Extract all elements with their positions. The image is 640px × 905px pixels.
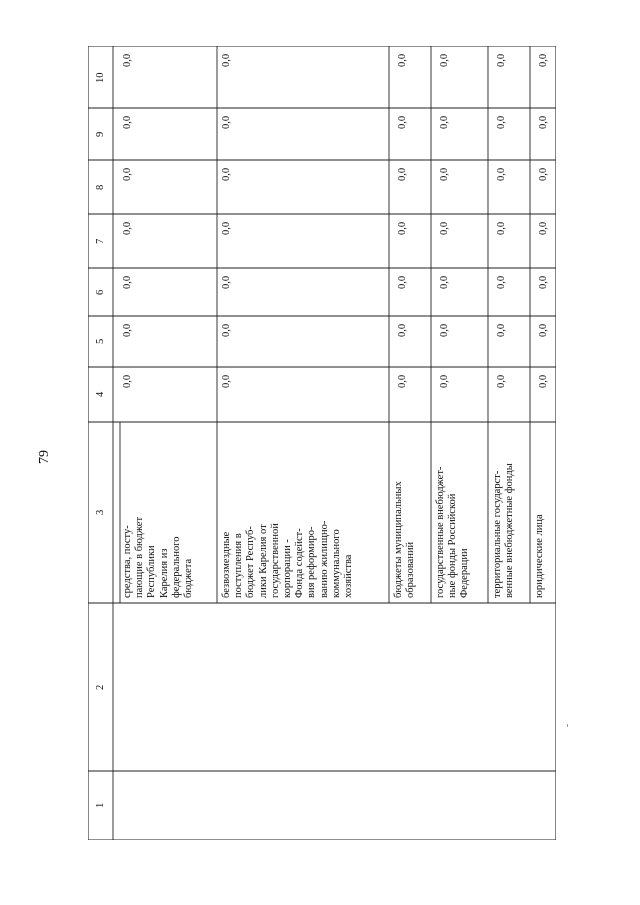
- value-cell: 0,0: [397, 221, 408, 235]
- column-header-5: 5: [95, 338, 106, 344]
- description-line: юридические лица: [534, 514, 545, 598]
- value-cell: 0,0: [538, 275, 549, 289]
- value-cell: 0,0: [496, 53, 507, 67]
- value-cell: 0,0: [439, 275, 450, 289]
- value-cell: 0,0: [538, 53, 549, 67]
- value-cell: 0,0: [221, 53, 232, 67]
- value-cell: 0,0: [221, 374, 232, 388]
- column-header-3: 3: [95, 509, 106, 515]
- value-cell: 0,0: [538, 167, 549, 181]
- column-header-1: 1: [95, 802, 106, 808]
- row-description: [534, 514, 546, 598]
- description-line: поступления в: [233, 533, 245, 598]
- value-cell: 0,0: [221, 221, 232, 235]
- value-cell: 0,0: [122, 323, 133, 337]
- description-line: бюджеты муниципальных: [393, 481, 404, 598]
- row-description: [122, 517, 195, 598]
- value-cell: 0,0: [496, 323, 507, 337]
- description-line: образований: [405, 541, 417, 598]
- column-header-10: 10: [95, 72, 106, 83]
- value-cell: 0,0: [538, 374, 549, 388]
- column-header-9: 9: [95, 131, 106, 137]
- column-header-2: 2: [95, 684, 106, 690]
- description-line: государственной: [269, 523, 281, 598]
- value-cell: 0,0: [122, 53, 133, 67]
- description-line: государственные внебюджет-: [435, 466, 446, 598]
- value-cell: 0,0: [496, 221, 507, 235]
- value-cell: 0,0: [221, 275, 232, 289]
- value-cell: 0,0: [122, 275, 133, 289]
- value-cell: 0,0: [496, 275, 507, 289]
- value-cell: 0,0: [538, 221, 549, 235]
- value-cell: 0,0: [496, 374, 507, 388]
- column-header-7: 7: [95, 238, 106, 244]
- scan-speck: [567, 724, 568, 727]
- description-line: безвозмездные: [221, 531, 232, 598]
- value-cell: 0,0: [439, 374, 450, 388]
- value-cell: 0,0: [397, 53, 408, 67]
- description-line: венные внебюджетные фонды: [504, 463, 516, 598]
- value-cell: 0,0: [221, 115, 232, 129]
- value-cell: 0,0: [397, 275, 408, 289]
- description-line: корпорации -: [282, 539, 294, 598]
- value-cell: 0,0: [538, 115, 549, 129]
- description-line: хозяйства: [343, 554, 355, 598]
- value-cell: 0,0: [122, 167, 133, 181]
- value-cell: 0,0: [496, 167, 507, 181]
- description-line: ванию жилищно-: [318, 520, 330, 598]
- description-line: пающие в бюджет: [134, 516, 146, 598]
- description-line: лики Карелия от: [257, 524, 269, 598]
- value-cell: 0,0: [538, 323, 549, 337]
- table-grid: [88, 46, 556, 840]
- value-cell: 0,0: [397, 115, 408, 129]
- value-cell: 0,0: [439, 115, 450, 129]
- value-cell: 0,0: [439, 167, 450, 181]
- value-cell: 0,0: [397, 323, 408, 337]
- value-cell: 0,0: [221, 323, 232, 337]
- value-cell: 0,0: [122, 221, 133, 235]
- value-cell: 0,0: [122, 115, 133, 129]
- column-header-4: 4: [95, 391, 106, 397]
- page-number: 79: [37, 450, 52, 464]
- value-cell: 0,0: [496, 115, 507, 129]
- value-cell: 0,0: [397, 167, 408, 181]
- description-line: бюджета: [183, 558, 195, 598]
- row-description: [492, 463, 516, 598]
- description-line: ные фонды Российской: [447, 493, 459, 598]
- value-cell: 0,0: [439, 53, 450, 67]
- description-line: коммунального: [330, 529, 342, 598]
- column-header-6: 6: [95, 289, 106, 295]
- rotated-table: [88, 46, 556, 840]
- row-description: [435, 467, 472, 598]
- description-line: территориальные государст-: [492, 470, 503, 598]
- description-line: вия реформиро-: [306, 526, 318, 598]
- description-line: бюджет Респуб-: [245, 526, 257, 598]
- description-line: Федерации: [459, 548, 471, 598]
- description-line: Карелия из: [158, 548, 170, 598]
- value-cell: 0,0: [439, 323, 450, 337]
- description-line: федерального: [170, 536, 182, 598]
- description-line: средства, посту-: [122, 525, 133, 598]
- column-header-8: 8: [95, 184, 106, 190]
- row-description: [221, 521, 355, 598]
- value-cell: 0,0: [439, 221, 450, 235]
- value-cell: 0,0: [221, 167, 232, 181]
- description-line: Фонда содейст-: [294, 528, 306, 598]
- value-cell: 0,0: [122, 374, 133, 388]
- value-cell: 0,0: [397, 374, 408, 388]
- description-line: Республики: [146, 545, 158, 598]
- row-description: [393, 481, 417, 598]
